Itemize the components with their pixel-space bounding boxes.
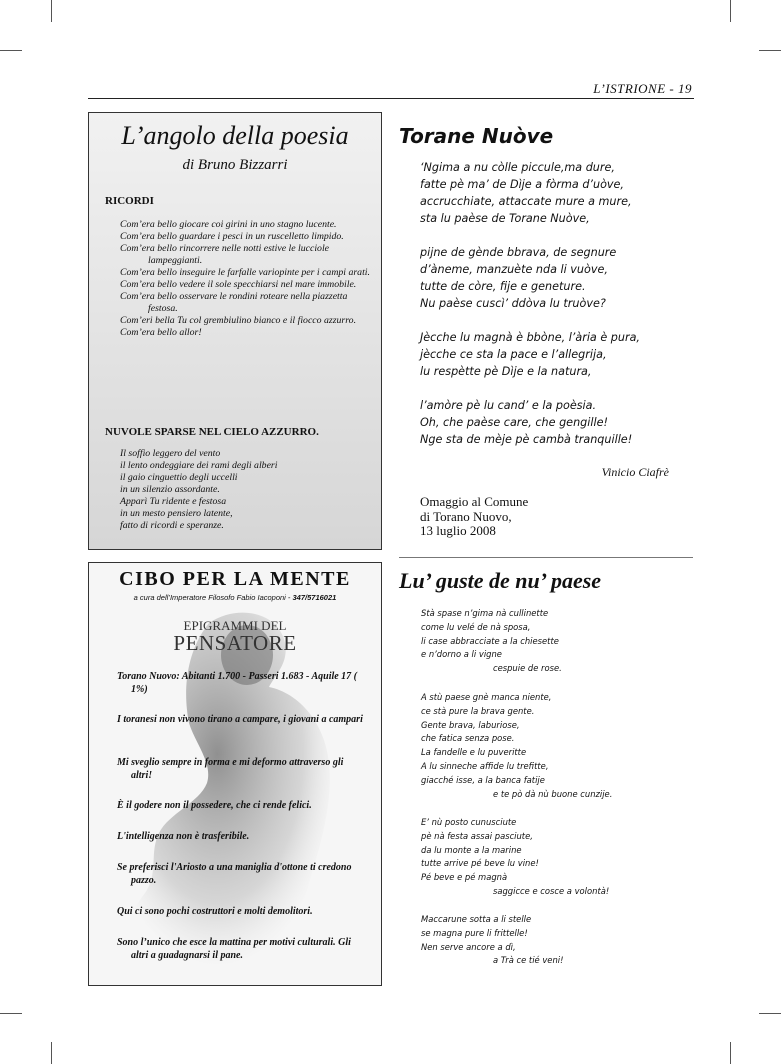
cibo-curator: a cura dell’Imperatore Filosofo Fabio Iacoponi -: [133, 593, 293, 602]
poem-line: il lento ondeggiare dei rami degli alberi: [120, 460, 278, 471]
poem-title-nuvole: NUVOLE SPARSE NEL CIELO AZZURRO.: [105, 426, 319, 438]
poem-line: che fatica senza pose.: [421, 733, 515, 744]
poem-line: Com’era bello vedere il sole specchiarsi nel mare immobile.: [120, 279, 357, 290]
poem-line: fatte pè ma’ de Dìje a fòrma d’uòve,: [420, 178, 624, 191]
epigram: I toranesi non vivono tirano a campare, i giovani a campari: [117, 714, 363, 725]
poetry-corner-title: L’angolo della poesia: [121, 121, 349, 150]
dedication-line: Omaggio al Comune: [420, 494, 529, 509]
poem-line: Com’era bello rincorrere nelle notti estive le lucciole lampeggianti.: [120, 243, 330, 266]
poem-line: Pé beve e pé magnà: [421, 872, 508, 883]
lu-guste-poem-title: Lu’ guste de nu’ paese: [399, 568, 602, 593]
poem-line: Nge sta de mèje pè cambà tranquille!: [420, 433, 633, 446]
epigram: È il godere non il possedere, che ci rende felici.: [117, 800, 312, 811]
poem-line: giacché isse, a la banca fatije: [421, 774, 545, 785]
poem-line: da lu monte a la marine: [421, 844, 522, 855]
torane-stanza: [420, 159, 632, 227]
crop-mark: [51, 0, 52, 22]
poem-line: pè nà festa assai pasciute,: [421, 830, 533, 841]
cibo-per-la-mente-box: [88, 562, 382, 986]
crop-mark: [730, 1042, 731, 1064]
lu-guste-stanza: [421, 816, 609, 899]
torane-author: Vinicio Ciafrè: [601, 465, 669, 479]
poem-line: tutte de còre, fije e geneture.: [420, 280, 586, 293]
poem-line: Com’era bello giocare coi girini in uno stagno lucente.: [120, 219, 337, 230]
epigrams-label: EPIGRAMMI DEL: [183, 618, 287, 633]
crop-mark: [0, 1013, 22, 1014]
poem-line: Gente brava, laburiose,: [421, 719, 520, 730]
poem-title-ricordi: RICORDI: [105, 195, 154, 207]
poem-line: A stù paese gnè manca niente,: [421, 692, 552, 702]
poem-line: d’àneme, manzuète nda li vuòve,: [420, 263, 608, 276]
poem-line: Nu paèse cuscì’ ddòva lu truòve?: [420, 297, 606, 310]
epigrams-title: PENSATORE: [173, 631, 297, 655]
epigram: Sono l’unico che esce la mattina per motivi culturali. Gli altri a guadagnarsi il pane.: [117, 937, 351, 961]
dedication-line: di Torano Nuovo,: [420, 508, 512, 524]
poem-line: l’amòre pè lu cand’ e la poèsia.: [420, 399, 597, 412]
poem-line: sta lu paèse de Torane Nuòve,: [420, 212, 590, 225]
epigram: L'intelligenza non è trasferibile.: [117, 831, 250, 842]
torane-poem-title: Torane Nuòve: [399, 124, 554, 148]
poem-line-indented: a Trà ce tié veni!: [493, 955, 564, 966]
page-header: [88, 80, 694, 99]
dedication-line: 13 luglio 2008: [420, 523, 496, 538]
poem-line: La fandelle e lu puveritte: [421, 747, 527, 758]
poem-line: Il soffio leggero del vento: [120, 448, 221, 459]
lu-guste-stanza: [421, 607, 562, 676]
epigram: Torano Nuovo: Abitanti 1.700 - Passeri 1.683 - Aquile 17 ( 1%): [117, 671, 358, 695]
poem-line: accrucchiate, attaccate mure a mure,: [420, 195, 632, 208]
poem-line: se magna pure li frittelle!: [421, 927, 528, 938]
lu-guste-stanza: [421, 691, 612, 801]
poem-line: Com’eri bella Tu col grembiulino bianco e il fiocco azzurro.: [120, 315, 357, 326]
poem-line-indented: e te pò dà nù buone cunzije.: [493, 788, 613, 799]
crop-mark: [0, 50, 22, 51]
torane-stanza: [420, 244, 616, 312]
poem-line: il gaio cinguettio degli uccelli: [120, 472, 238, 483]
poem-line: Maccarune sotta a li stelle: [421, 914, 532, 924]
poem-line: Com’era bello allor!: [120, 327, 202, 338]
poem-line-indented: cespuie de rose.: [493, 663, 562, 674]
poem-line: come lu velé de nà sposa,: [421, 621, 531, 632]
poem-line: lu respètte pè Dìje e la natura,: [420, 365, 592, 378]
poem-line: li case abbracciate a la chiesette: [421, 635, 559, 646]
lu-guste-stanza: [421, 913, 563, 968]
crop-mark: [759, 1013, 781, 1014]
torane-stanza: [420, 397, 632, 448]
torane-stanza: [420, 329, 640, 380]
poetry-corner-author: di Bruno Bizzarri: [182, 157, 288, 173]
crop-mark: [730, 0, 731, 22]
poem-line: ‘Ngima a nu còlle piccule,ma dure,: [420, 161, 615, 174]
poem-ricordi: [120, 219, 370, 339]
running-title: L’ISTRIONE - 19: [593, 81, 692, 96]
poem-line: pijne de gènde bbrava, de segnure: [420, 246, 617, 259]
poem-line: Com’era bello inseguire le farfalle variopinte per i campi arati.: [120, 267, 370, 278]
poetry-corner-box: [88, 112, 382, 550]
crop-mark: [759, 50, 781, 51]
poem-line: Com’era bello guardare i pesci in un ruscelletto limpido.: [120, 231, 344, 242]
epigram: Se preferisci l'Ariosto a una maniglia d'ottone ti credono pazzo.: [117, 862, 352, 886]
poem-nuvole: [120, 448, 370, 532]
poem-line: Com’era bello osservare le rondini roteare nella piazzetta festosa.: [120, 291, 348, 314]
poem-line: jècche ce sta la pace e l’allegrija,: [420, 348, 607, 361]
poem-line-indented: saggicce e cosce a volontà!: [493, 885, 610, 896]
poem-line: Nen serve ancore a dì,: [421, 941, 516, 952]
poem-line: Apparì Tu ridente e festosa: [120, 496, 227, 507]
section-divider: [399, 557, 693, 558]
crop-mark: [51, 1042, 52, 1064]
cibo-title: CIBO PER LA MENTE: [119, 568, 351, 590]
poem-line: ce stà pure la brava gente.: [421, 705, 535, 716]
poem-line: Oh, che paèse care, che gengille!: [420, 416, 608, 429]
torane-dedication: [420, 495, 528, 539]
poem-line: in un silenzio assordante.: [120, 484, 220, 495]
poem-line: fatto di ricordi e speranze.: [120, 520, 224, 531]
poem-line: in un mesto pensiero latente,: [120, 508, 233, 519]
poem-line: Stà spase n’gima nà cullinette: [421, 608, 549, 618]
epigram: Mi sveglio sempre in forma e mi deformo attraverso gli altri!: [117, 757, 344, 781]
poem-line: A lu sinneche affide lu trefitte,: [421, 760, 549, 771]
epigram: Qui ci sono pochi costruttori e molti demolitori.: [117, 906, 313, 917]
poem-line: Jècche lu magnà è bbòne, l’ària è pura,: [420, 331, 640, 344]
cibo-phone: 347/5716021: [292, 593, 337, 602]
cibo-subtitle: [89, 593, 381, 602]
poem-line: tutte arrive pé beve lu vine!: [421, 858, 539, 869]
poem-line: E’ nù posto cunusciute: [421, 817, 517, 827]
poem-line: e n’dorno a li vigne: [421, 649, 502, 660]
